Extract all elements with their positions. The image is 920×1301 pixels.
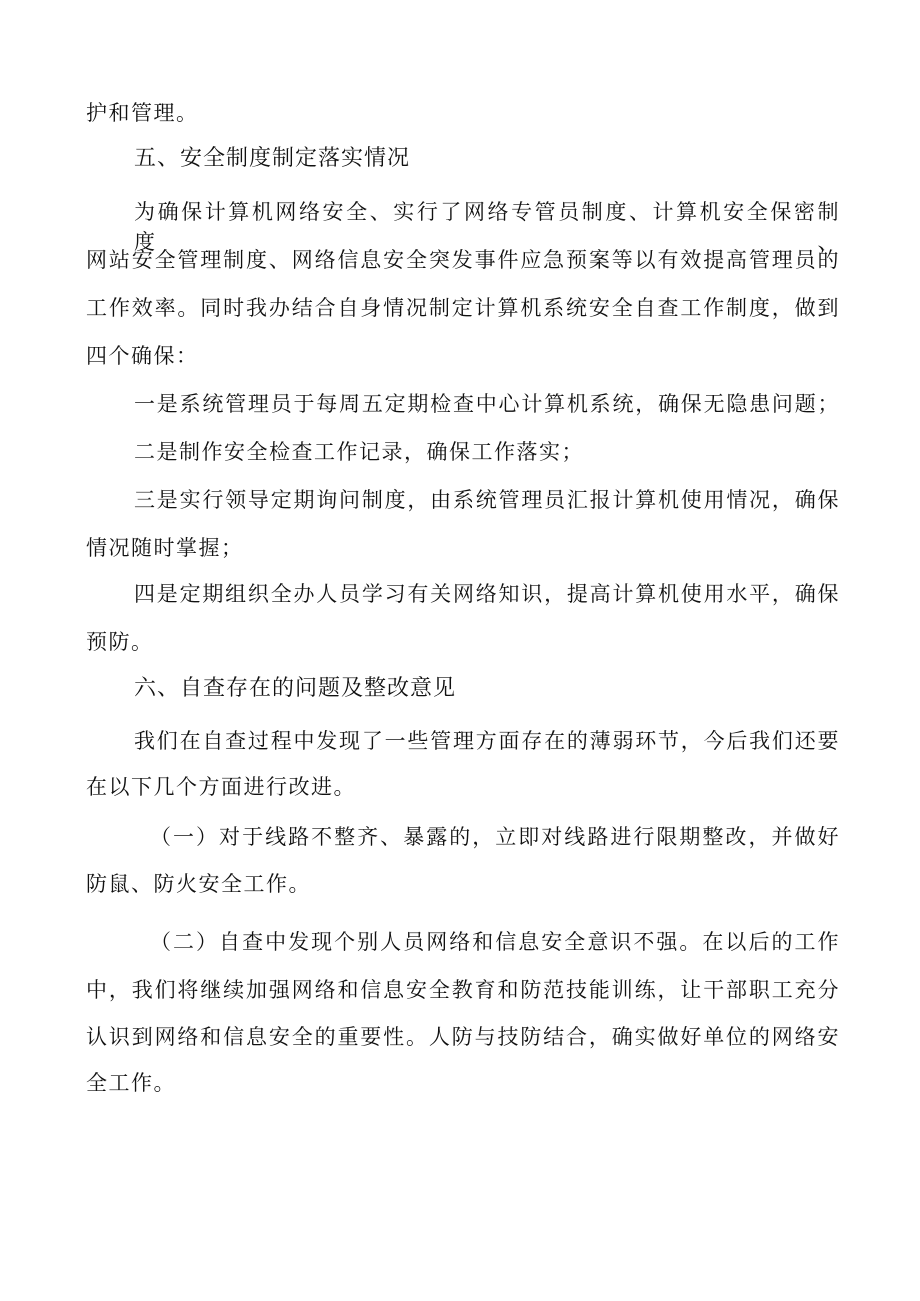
text-line: 在以下几个方面进行改进。 [86, 775, 356, 799]
text-line: 二是制作安全检查工作记录，确保工作落实； [134, 440, 584, 464]
text-line: 全工作。 [86, 1071, 176, 1095]
text-line: 四是定期组织全办人员学习有关网络知识，提高计算机使用水平，确保 [134, 582, 840, 606]
text-line: 工作效率。同时我办结合自身情况制定计算机系统安全自查工作制度，做到 [86, 296, 840, 320]
text-line: 三是实行领导定期询问制度，由系统管理员汇报计算机使用情况，确保 [134, 488, 840, 512]
text-line: 为确保计算机网络安全、实行了网络专管员制度、计算机安全保密制度、 [134, 200, 840, 254]
text-line: 防鼠、防火安全工作。 [86, 872, 311, 896]
text-line: 网站安全管理制度、网络信息安全突发事件应急预案等以有效提高管理员的 [86, 248, 840, 272]
text-line: 情况随时掌握； [86, 536, 244, 560]
text-line: （一）对于线路不整齐、暴露的，立即对线路进行限期整改，并做好 [150, 825, 840, 849]
text-line: 一是系统管理员于每周五定期检查中心计算机系统，确保无隐患问题； [134, 392, 840, 416]
section-heading-6: 六、自查存在的问题及整改意见 [134, 676, 457, 701]
text-line: 四个确保： [86, 344, 199, 368]
text-line: 护和管理。 [86, 101, 199, 125]
text-line: 认识到网络和信息安全的重要性。人防与技防结合，确实做好单位的网络安 [86, 1025, 840, 1049]
text-line: （二）自查中发现个别人员网络和信息安全意识不强。在以后的工作 [150, 930, 840, 954]
section-heading-5: 五、安全制度制定落实情况 [134, 146, 411, 171]
text-line: 我们在自查过程中发现了一些管理方面存在的薄弱环节，今后我们还要 [134, 729, 840, 753]
text-line: 中，我们将继续加强网络和信息安全教育和防范技能训练，让干部职工充分 [86, 978, 840, 1002]
text-line: 预防。 [86, 630, 154, 654]
